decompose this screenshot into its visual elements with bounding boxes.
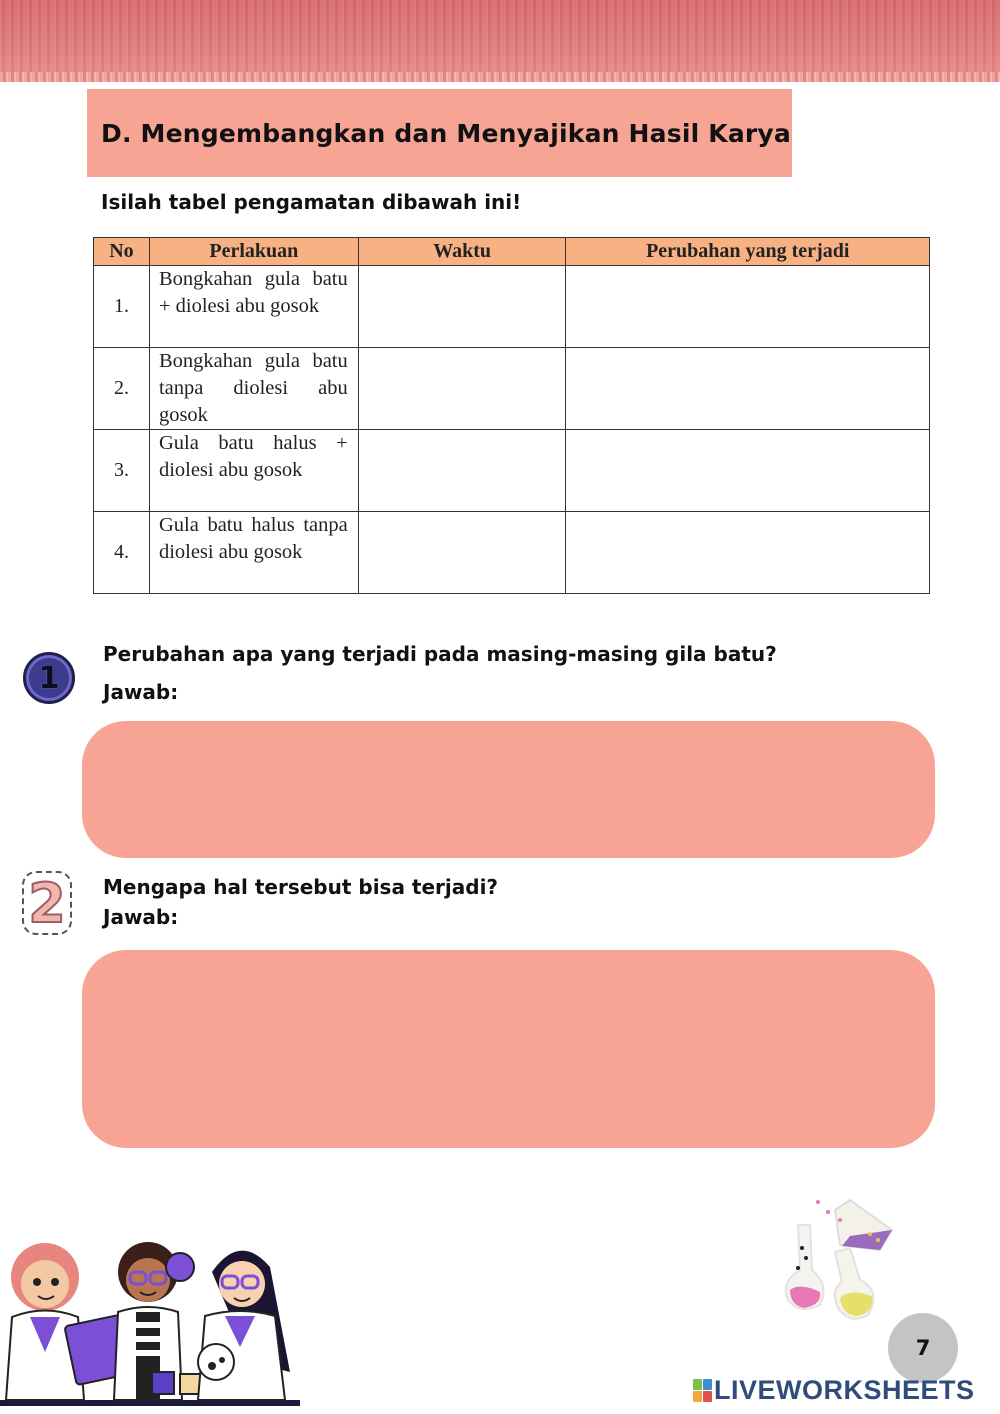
question-1-answer-label: Jawab: (103, 680, 179, 704)
header-perubahan: Perubahan yang terjadi (566, 238, 930, 266)
answer-box-1 (82, 721, 935, 858)
row-perlakuan: Bongkahan gula batu + diolesi abu gosok (149, 266, 358, 348)
row-perlakuan: Gula batu halus + diolesi abu gosok (149, 430, 358, 512)
table-row (94, 512, 930, 594)
liveworksheets-logo-icon (693, 1379, 712, 1402)
logo-letter-i (703, 1379, 712, 1390)
question-2-text: Mengapa hal tersebut bisa terjadi? (103, 875, 499, 899)
row-perubahan-cell[interactable] (566, 430, 930, 512)
answer-input-2[interactable] (82, 950, 935, 1148)
question-number: 2 (28, 871, 66, 935)
table-header-row (94, 238, 930, 266)
page-number: 7 (915, 1336, 931, 1360)
row-perlakuan: Gula batu halus tanpa diolesi abu gosok (149, 512, 358, 594)
header-perlakuan: Perlakuan (149, 238, 358, 266)
liveworksheets-logo (693, 1373, 975, 1407)
header-waktu: Waktu (358, 238, 566, 266)
question-1-text: Perubahan apa yang terjadi pada masing-masing gila batu? (103, 642, 777, 666)
row-waktu-cell[interactable] (358, 512, 566, 594)
row-no: 4. (94, 512, 150, 594)
section-banner (87, 89, 792, 177)
question-number: 1 (38, 660, 60, 696)
row-waktu-cell[interactable] (358, 430, 566, 512)
logo-letter-l (693, 1379, 702, 1390)
answer-input-1[interactable] (82, 721, 935, 858)
row-waktu-cell[interactable] (358, 266, 566, 348)
header-decorative-band (0, 0, 1000, 82)
liveworksheets-logo-text: LIVEWORKSHEETS (714, 1374, 975, 1405)
table-row (94, 348, 930, 430)
row-no: 3. (94, 430, 150, 512)
header-no: No (94, 238, 150, 266)
row-perubahan-cell[interactable] (566, 512, 930, 594)
table-instruction: Isilah tabel pengamatan dibawah ini! (101, 190, 522, 214)
row-perubahan-cell[interactable] (566, 266, 930, 348)
number-one-circle-icon (23, 652, 75, 704)
lab-flasks-icon (780, 1190, 905, 1320)
answer-box-2 (82, 950, 935, 1148)
row-perubahan-cell[interactable] (566, 348, 930, 430)
row-no: 1. (94, 266, 150, 348)
section-title: D. Mengembangkan dan Menyajikan Hasil Karya (101, 118, 791, 148)
observation-table (93, 237, 930, 594)
logo-letter-v (693, 1391, 702, 1402)
table-row (94, 266, 930, 348)
logo-letter-e (703, 1391, 712, 1402)
row-no: 2. (94, 348, 150, 430)
row-waktu-cell[interactable] (358, 348, 566, 430)
row-perlakuan: Bongkahan gula batu tanpa diolesi abu gosok (149, 348, 358, 430)
question-2-answer-label: Jawab: (103, 905, 179, 929)
table-row (94, 430, 930, 512)
kids-scientists-illustration (0, 1212, 300, 1412)
number-two-outline-icon (22, 871, 72, 935)
